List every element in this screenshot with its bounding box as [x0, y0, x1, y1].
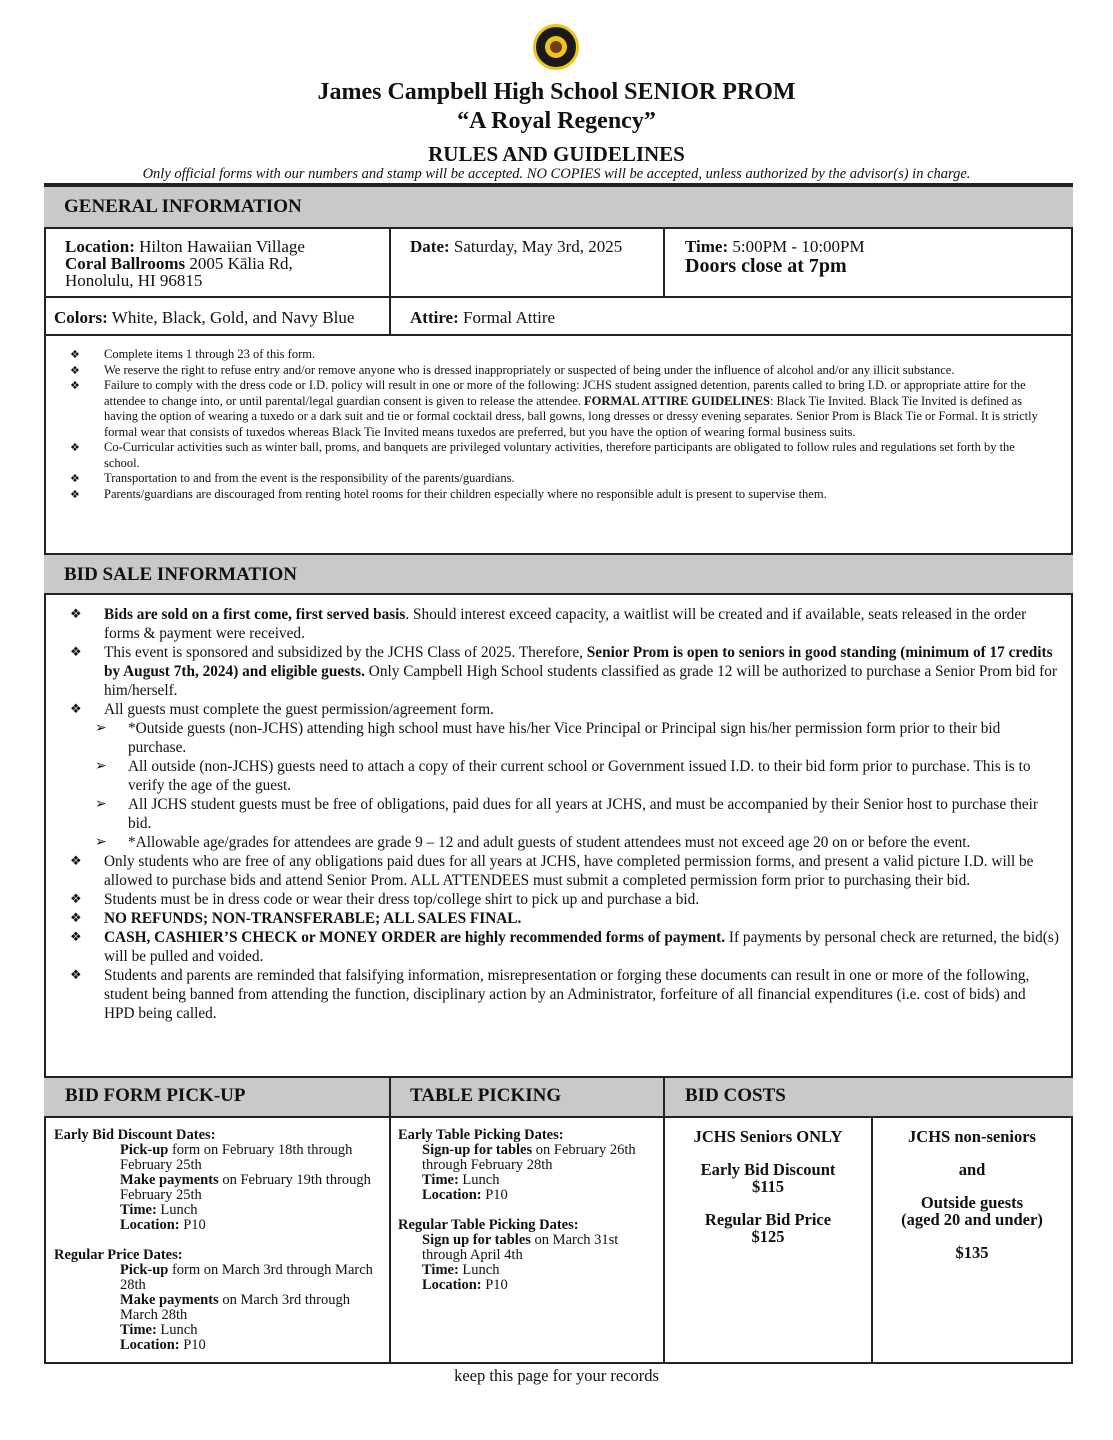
list-item: ❖ Students and parents are reminded that falsifying information, misrepresentation or forging these documents can result in one or more of the following, student being banned from attending the function, disciplinary action by an Administrator, forfeiture of all financial expenditures (i.e. cost of bids) and HPD being called.	[70, 966, 1060, 1023]
list-item: ❖ All guests must complete the guest permission/agreement form.	[70, 700, 1060, 719]
guest-bid-price: $135	[955, 1243, 989, 1262]
list-item: ❖ Co-Curricular activities such as winter ball, proms, and banquets are privileged voluntary activities, therefore participants are obligated to follow rules and regulations set forth by the school.	[70, 440, 1050, 471]
list-subitem: ➢ *Allowable age/grades for attendees are grade 9 – 12 and adult guests of student attendees must not exceed age 20 on or before the event.	[70, 833, 1060, 852]
colors-cell: Colors: White, Black, Gold, and Navy Blue	[54, 308, 355, 327]
regular-bid-price: $125	[751, 1227, 785, 1246]
doors-close-note: Doors close at 7pm	[685, 255, 847, 277]
early-bid-price: $115	[751, 1177, 785, 1196]
location-cell: Location: Hilton Hawaiian Village Coral Ballrooms 2005 Kālia Rd, Honolulu, HI 96815	[65, 237, 305, 290]
list-item: ❖ Only students who are free of any obligations paid dues for all years at JCHS, have completed permission forms, and present a valid picture I.D. will be allowed to purchase bids and attend Senior Prom. ALL ATTENDEES must submit a completed permission form prior to purchasing their bid.	[70, 852, 1060, 890]
senior-bid-costs: JCHS Seniors ONLY Early Bid Discount $115 Regular Bid Price $125	[665, 1128, 871, 1245]
list-item: ❖ Parents/guardians are discouraged from renting hotel rooms for their children especially where no responsible adult is present to supervise them.	[70, 487, 1050, 503]
document-title: James Campbell High School SENIOR PROM	[317, 79, 796, 105]
time-cell: Time: 5:00PM - 10:00PM Doors close at 7pm	[685, 238, 1065, 277]
list-item: ❖ Failure to comply with the dress code or I.D. policy will result in one or more of the following: JCHS student assigned detention, parents called to bring I.D. or appropriate attire for the attendee to change into, or until parental/legal guardian consent is given to release the attendee. FORMAL ATTIRE GUIDELINES: Black Tie Invited. Black Tie Invited is defined as having the option of wearing a tuxedo or a dark suit and tie or formal cocktail dress, ball gowns, long dresses or dressy evening separates. Senior Prom is Black Tie or Formal. It is strictly formal wear that consists of tuxedos whereas Black Tie Invited means tuxedos are preferred, but you have the option of wearing formal business suits.	[70, 378, 1050, 440]
list-subitem: ➢ All JCHS student guests must be free of obligations, paid dues for all years at JCHS, and must be accompanied by their Senior host to purchase their bid.	[70, 795, 1060, 833]
bid-costs-header: BID COSTS	[685, 1085, 786, 1106]
guest-bid-costs: JCHS non-seniors and Outside guests (aged 20 and under) $135	[873, 1128, 1071, 1261]
date-cell: Date: Saturday, May 3rd, 2025	[410, 237, 623, 256]
table-picking-header: TABLE PICKING	[410, 1085, 562, 1106]
official-forms-note: Only official forms with our numbers and stamp will be accepted. NO COPIES will be accepted, unless authorized by the advisor(s) in charge.	[142, 166, 971, 182]
document-subtitle: RULES AND GUIDELINES	[428, 142, 685, 166]
general-rules-list	[70, 347, 1050, 502]
list-item: ❖ CASH, CASHIER’S CHECK or MONEY ORDER are highly recommended forms of payment. If payments by personal check are returned, the bid(s) will be pulled and voided.	[70, 928, 1060, 966]
school-seal-icon	[533, 24, 579, 70]
bid-form-pickup-header: BID FORM PICK-UP	[65, 1085, 246, 1106]
list-item: ❖ We reserve the right to refuse entry and/or remove anyone who is dressed inappropriately or suspected of being under the influence of alcohol and/or any illicit substance.	[70, 363, 1050, 379]
bid-sale-information-header: BID SALE INFORMATION	[44, 553, 1073, 595]
attire-cell: Attire: Formal Attire	[410, 308, 556, 327]
list-item: ❖ NO REFUNDS; NON-TRANSFERABLE; ALL SALES FINAL.	[70, 909, 1060, 928]
list-subitem: ➢ All outside (non-JCHS) guests need to attach a copy of their current school or Government issued I.D. to their bid form prior to purchase. This is to verify the age of the guest.	[70, 757, 1060, 795]
table-picking-cell: Early Table Picking Dates: Sign-up for tables on February 26th through February 28th Time: Lunch Location: P10 Regular Table Picking Dates: Sign up for tables on March 31st through April 4th Time: Lunch Location: P10	[398, 1127, 636, 1293]
list-item: ❖ Bids are sold on a first come, first served basis. Should interest exceed capacity, a waitlist will be created and if available, seats released in the order forms & payment were received.	[70, 605, 1060, 643]
list-item: ❖ Students must be in dress code or wear their dress top/college shirt to pick up and purchase a bid.	[70, 890, 1060, 909]
bid-form-pickup-cell: Early Bid Discount Dates: Pick-up form on February 18th through February 25th Make payments on February 19th through February 25th Time: Lunch Location: P10 Regular Price Dates: Pick-up form on March 3rd through March 28th Make payments on March 3rd through March 28th Time: Lunch Location: P10	[54, 1127, 373, 1353]
general-information-header: GENERAL INFORMATION	[44, 185, 1073, 229]
list-item: ❖ Complete items 1 through 23 of this form.	[70, 347, 1050, 363]
bid-sale-rules-list	[70, 605, 1060, 1023]
list-item: ❖ Transportation to and from the event is the responsibility of the parents/guardians.	[70, 471, 1050, 487]
prom-theme: “A Royal Regency”	[457, 108, 656, 134]
footer-note: keep this page for your records	[454, 1366, 659, 1385]
list-item: ❖ This event is sponsored and subsidized by the JCHS Class of 2025. Therefore, Senior Prom is open to seniors in good standing (minimum of 17 credits by August 7th, 2024) and eligible guests. Only Campbell High School students classified as grade 12 will be authorized to purchase a Senior Prom bid for him/herself.	[70, 643, 1060, 700]
list-subitem: ➢ *Outside guests (non-JCHS) attending high school must have his/her Vice Principal or Principal sign his/her permission form prior to their bid purchase.	[70, 719, 1060, 757]
